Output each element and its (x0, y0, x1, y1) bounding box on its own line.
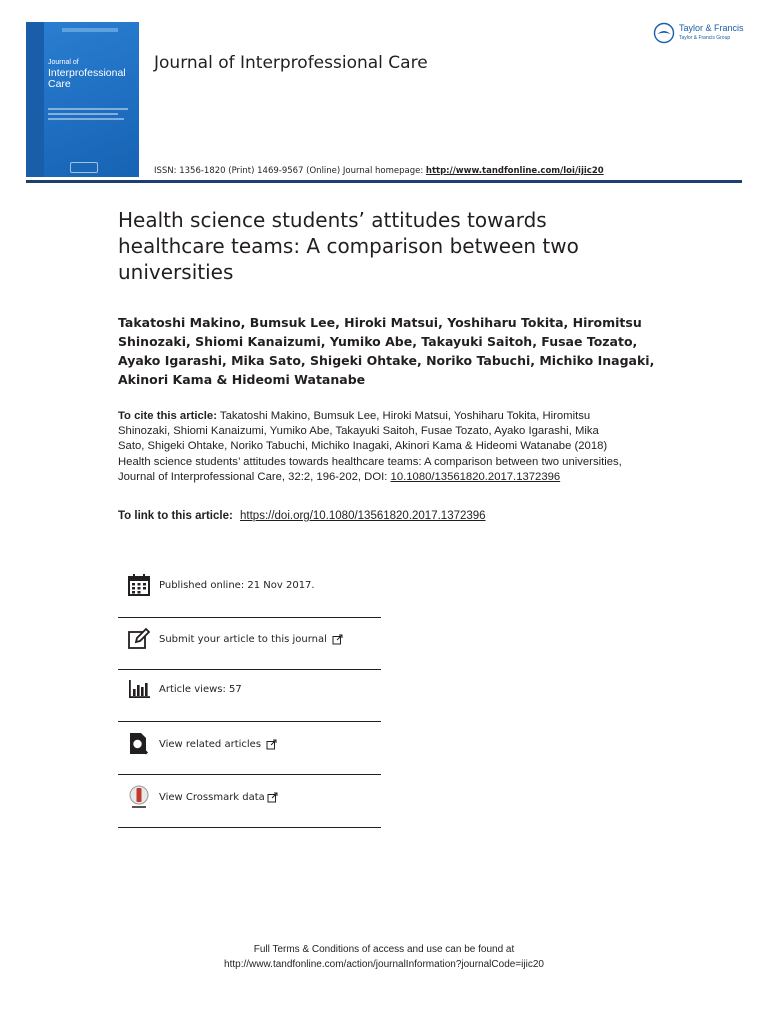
external-link-icon (332, 634, 343, 645)
publisher-logo-icon (653, 22, 675, 44)
submit-article-link[interactable] (126, 626, 343, 652)
cover-small-text: Journal of (48, 59, 79, 66)
info-divider (118, 669, 381, 670)
edit-icon (126, 626, 152, 652)
crossmark-label[interactable]: View Crossmark data (159, 791, 265, 803)
publisher-logo (653, 22, 744, 44)
journal-title[interactable]: Journal of Interprofessional Care (154, 53, 428, 73)
journal-cover-image (26, 22, 139, 177)
related-articles-link[interactable] (126, 731, 277, 757)
cover-line (48, 113, 118, 115)
published-info (126, 572, 315, 598)
header-rule (26, 180, 742, 183)
submit-article-label[interactable]: Submit your article to this journal (159, 633, 327, 645)
crossmark-link[interactable] (126, 784, 278, 810)
article-doi-link[interactable]: https://doi.org/10.1080/13561820.2017.1372396 (240, 510, 486, 522)
footer-terms-text: Full Terms & Conditions of access and use can be found at (253, 944, 515, 955)
citation-block (118, 409, 628, 485)
article-views-count: Article views: 57 (159, 683, 242, 695)
info-divider (118, 617, 381, 618)
cover-stripe (26, 22, 44, 177)
bar-chart-icon (126, 676, 152, 702)
citation-label: To cite this article: (118, 410, 217, 422)
info-divider (118, 721, 381, 722)
publisher-name: Taylor & Francis (679, 23, 744, 33)
published-date: Published online: 21 Nov 2017. (159, 579, 315, 591)
article-link-line (118, 510, 486, 522)
cover-line (48, 108, 128, 110)
issn-line (154, 166, 604, 176)
cover-line (48, 118, 124, 120)
info-divider (118, 827, 381, 828)
external-link-icon (267, 792, 278, 803)
publisher-group: Taylor & Francis Group (679, 35, 731, 41)
article-link-label: To link to this article: (118, 510, 233, 522)
related-articles-label[interactable]: View related articles (159, 738, 262, 750)
article-title: Health science students’ attitudes towards healthcare teams: A comparison between two universities (118, 208, 579, 284)
cover-journal-name: Interprofessional Care (48, 67, 126, 90)
article-authors: Takatoshi Makino, Bumsuk Lee, Hiroki Matsui, Yoshiharu Tokita, Hiromitsu Shinozaki, Shiomi Kanaizumi, Yumiko Abe, Takayuki Saitoh, Fusae Tozato, Ayako Igarashi, Mika Sato, Shigeki Ohtake, Noriko Tabuchi, Michiko Inagaki, Akinori Kama & Hideomi Watanabe (118, 315, 655, 387)
journal-homepage-link[interactable]: http://www.tandfonline.com/loi/ijic20 (425, 166, 604, 176)
info-divider (118, 774, 381, 775)
cover-publisher-mark (70, 162, 98, 173)
footer-terms-url[interactable]: http://www.tandfonline.com/action/journalInformation?journalCode=ijic20 (224, 959, 544, 970)
cover-issue-bar (62, 28, 118, 32)
citation-text: Takatoshi Makino, Bumsuk Lee, Hiroki Matsui, Yoshiharu Tokita, Hiromitsu Shinozaki, Shiomi Kanaizumi, Yumiko Abe, Takayuki Saitoh, Fusae Tozato, Ayako Igarashi, Mika Sato, Shigeki Ohtake, Noriko Tabuchi, Michiko Inagaki, Akinori Kama & Hideomi Watanabe (2018) Health science students’ attitudes towards healthcare teams: A comparison between two universities, Journal of Interprofessional Care, 32:2, 196-202, DOI: (118, 410, 622, 483)
external-link-icon (266, 739, 277, 750)
article-views (126, 676, 242, 702)
search-document-icon (126, 731, 152, 757)
footer (0, 942, 768, 972)
crossmark-icon (126, 784, 152, 810)
citation-doi-link[interactable]: 10.1080/13561820.2017.1372396 (390, 470, 561, 483)
calendar-icon (126, 572, 152, 598)
issn-text: ISSN: 1356-1820 (Print) 1469-9567 (Online) Journal homepage: (154, 166, 424, 176)
